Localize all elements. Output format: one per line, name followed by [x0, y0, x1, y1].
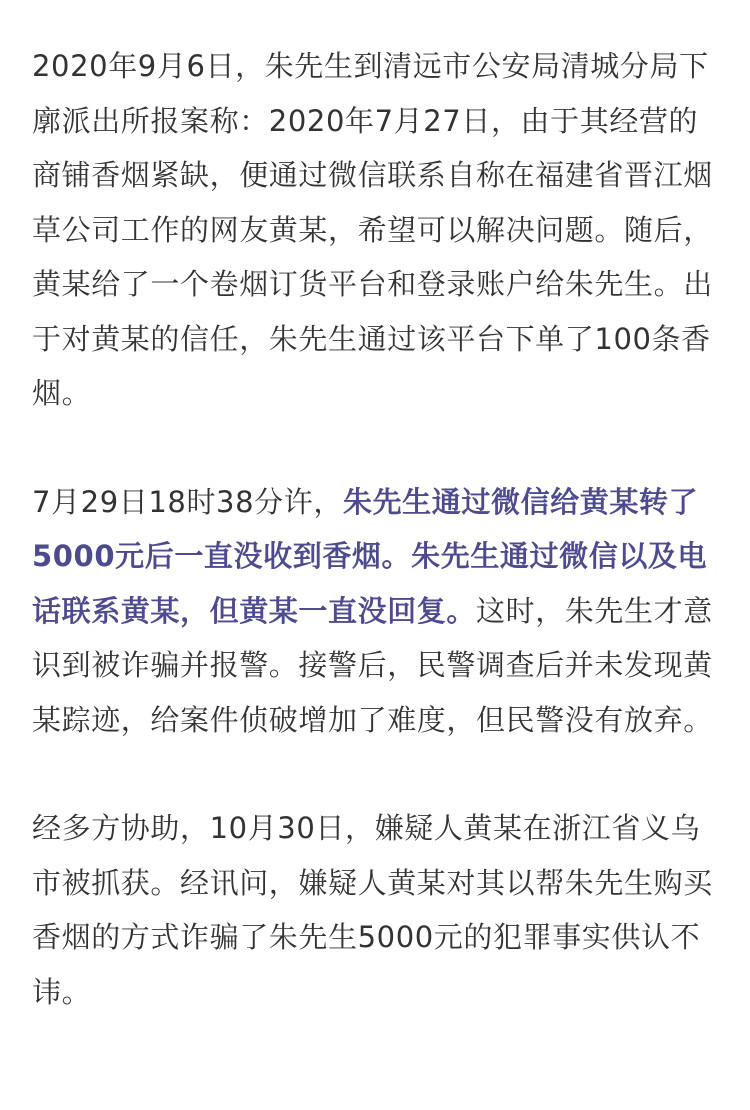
paragraph-arrest: 经多方协助，10月30日，嫌疑人黄某在浙江省义乌市被抓获。经讯问，嫌疑人黄某对其以帮朱先生购买香烟的方式诈骗了朱先生5000元的犯罪事实供认不讳。: [32, 811, 713, 1009]
paragraph-report: 2020年9月6日，朱先生到清远市公安局清城分局下廓派出所报案称：2020年7月27日，由于其经营的商铺香烟紧缺，便通过微信联系自称在福建省晋江烟草公司工作的网友黄某，希望可以解决问题。随后，黄某给了一个卷烟订货平台和登录账户给朱先生。出于对黄某的信任，朱先生通过该平台下单了100条香烟。: [32, 49, 713, 410]
highlighted-text: 朱先生通过微信给黄某转了5000元后一直没收到香烟。朱先生通过微信以及电话联系黄某，但黄某一直没回复。: [32, 484, 708, 628]
paragraph-transfer: [32, 475, 720, 748]
paragraph-transfer-lead: 7月29日18时38分许，: [32, 484, 343, 519]
paragraph-transfer-tail: 这时，朱先生才意识到被诈骗并报警。接警后，民警调查后并未发现黄某踪迹，给案件侦破增加了难度，但民警没有放弃。: [32, 593, 713, 737]
article-body: [32, 39, 720, 1073]
